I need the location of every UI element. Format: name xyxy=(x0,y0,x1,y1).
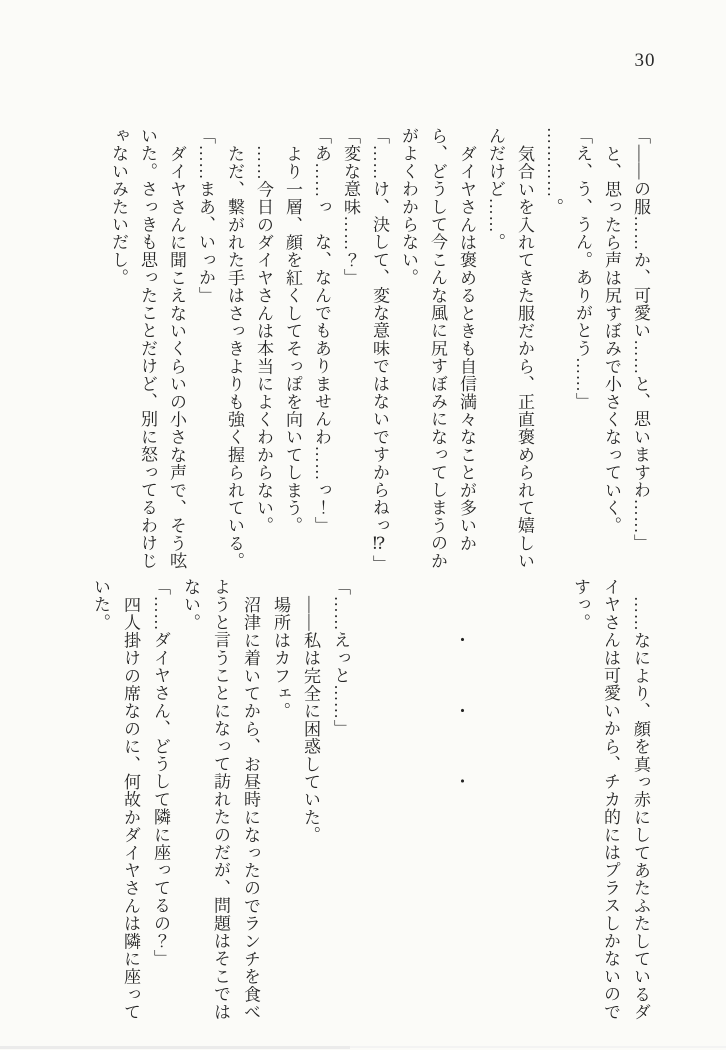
text-line: んだけど……。 xyxy=(486,127,505,251)
text-line: ……今日のダイヤさんは本当によくわからない。 xyxy=(254,145,273,535)
text-line: すっ。 xyxy=(571,578,590,632)
text-line: イヤさんは可愛いから、チカ的にはプラスしかないので xyxy=(601,578,620,1021)
text-line: ら、どうして今こんな風に尻すぼみになってしまうのか xyxy=(428,127,447,570)
text-line: 四人掛けの席なのに、何故かダイヤさんは隣に座って xyxy=(121,596,140,1021)
text-line: …………。 xyxy=(544,127,563,216)
text-line: 場所はカフェ。 xyxy=(271,596,290,720)
text-line: と、思ったら声は尻すぼみで小さくなっていく。 xyxy=(602,145,621,535)
text-line: ゃないみたいだし。 xyxy=(109,127,128,287)
blank-line xyxy=(505,578,535,1040)
blank-line xyxy=(535,578,565,1040)
text-line: 「……えっと……」 xyxy=(331,578,350,738)
scene-break-dots: ・ ・ ・ xyxy=(451,578,470,791)
text-line: 沼津に着いてから、お昼時になったのでランチを食べ xyxy=(241,596,260,1021)
page-edge-shadow xyxy=(350,1046,726,1048)
blank-line xyxy=(475,578,505,1040)
text-line: 「……ダイヤさん、どうして隣に座ってるの？」 xyxy=(151,578,170,968)
text-line: ダイヤさんに聞こえないくらいの小さな声で、そう呟 xyxy=(167,145,186,570)
blank-line xyxy=(385,578,415,1040)
text-line: 気合いを入れてきた服だから、正直褒められて嬉しい xyxy=(515,145,534,570)
text-band-lower xyxy=(85,578,655,1040)
text-line: ようと言うことになって訪れたのだが、問題はそこでは xyxy=(211,578,230,1021)
text-line: 「あ……っ な、なんでもありませんわ……っ！」 xyxy=(312,127,331,535)
text-line: ……なにより、顔を真っ赤にしてあたふたしているダ xyxy=(631,596,650,1021)
text-line: より一層、顔を紅くしてそっぽを向いてしまう。 xyxy=(283,145,302,535)
text-line: 「……まあ、いっか」 xyxy=(196,127,215,304)
text-band-upper xyxy=(104,127,655,589)
text-line: ダイヤさんは褒めるときも自信満々なことが多いか xyxy=(457,145,476,553)
text-line: がよくわからない。 xyxy=(399,127,418,287)
text-line: いた。 xyxy=(91,578,110,632)
text-line: 「変な意味……？」 xyxy=(341,127,360,287)
text-line: いた。さっきも思ったことだけど、別に怒ってるわけじ xyxy=(138,127,157,570)
text-line: ただ、繋がれた手はさっきよりも強く握られている。 xyxy=(225,145,244,570)
text-line: 「……け、決して、変な意味ではないですからねっ⁉」 xyxy=(370,127,389,573)
blank-line xyxy=(355,578,385,1040)
text-line: 「――の服……か、可愛い……と、思いますわ……」 xyxy=(631,127,650,552)
page-number: 30 xyxy=(634,50,656,71)
text-line: 「え、う、うん。ありがとう……」 xyxy=(573,127,592,411)
page-edge-shadow xyxy=(0,1046,350,1049)
text-line: ない。 xyxy=(181,578,200,632)
text-line: ――私は完全に困惑していた。 xyxy=(301,596,320,844)
blank-line xyxy=(415,578,445,1040)
